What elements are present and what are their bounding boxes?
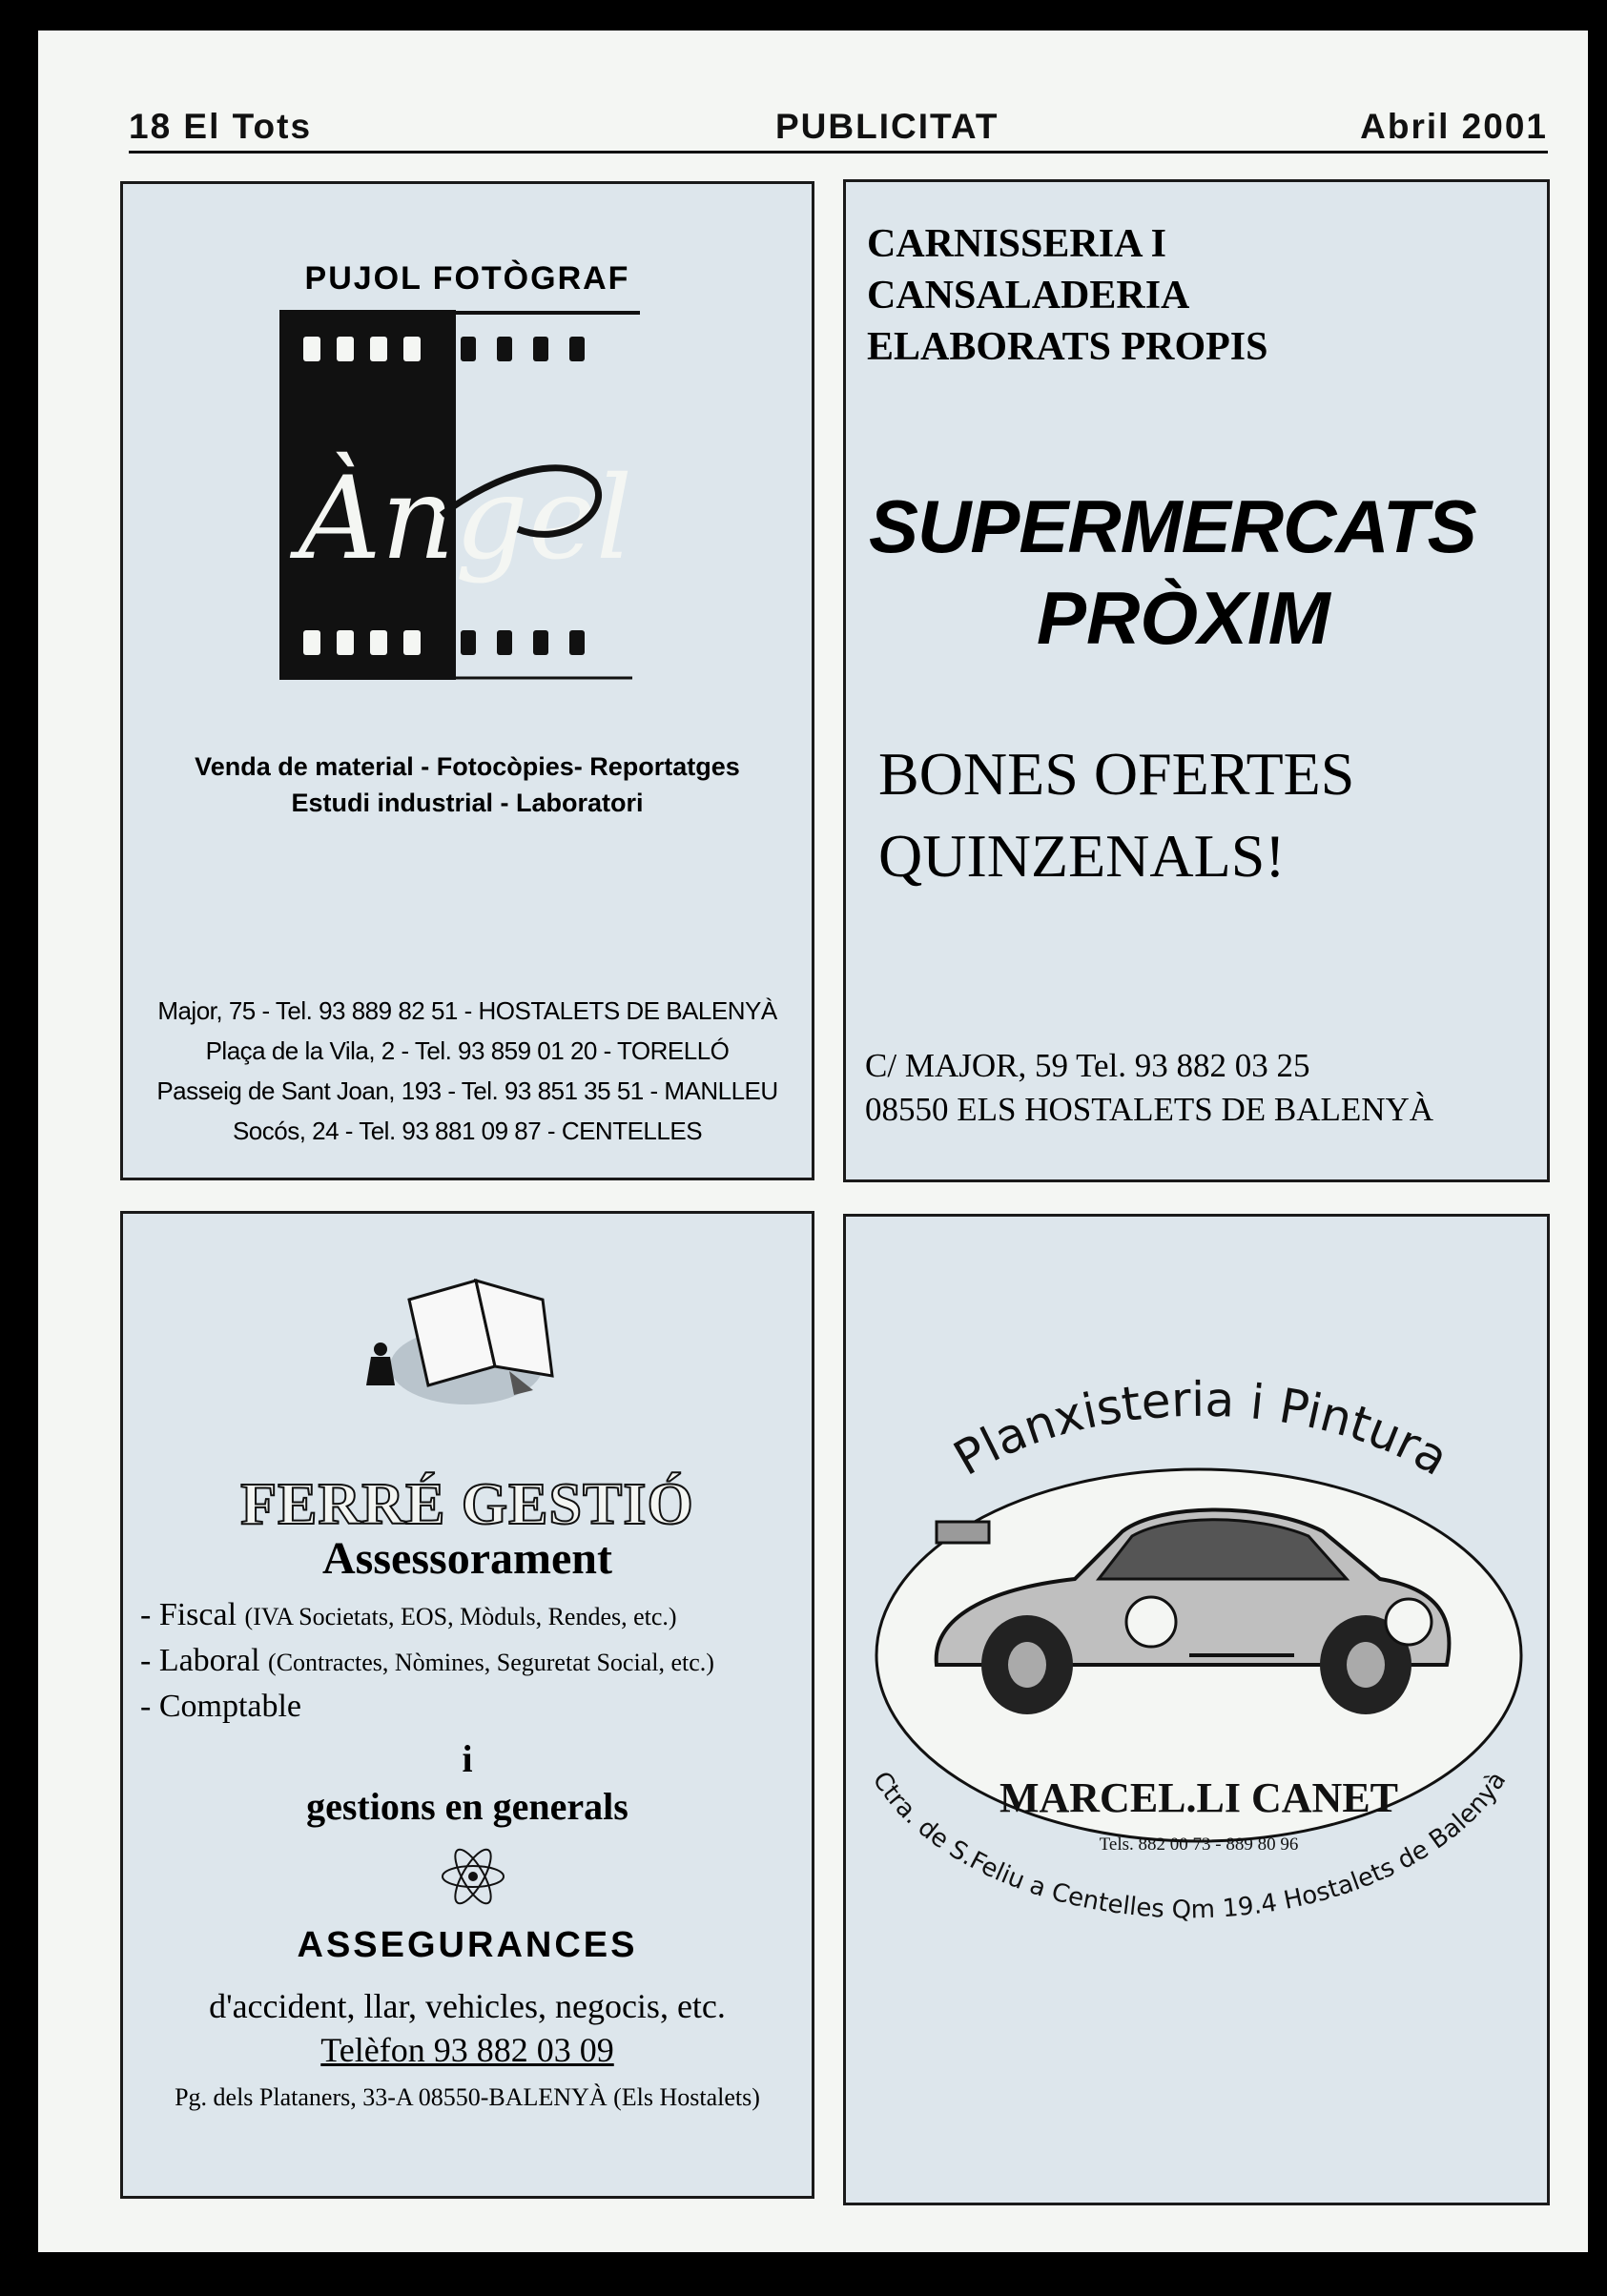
business-name: MARCEL.LI CANET bbox=[999, 1774, 1399, 1821]
connector-text: i bbox=[462, 1737, 473, 1780]
address-line: Passeig de Sant Joan, 193 - Tel. 93 851 35 51 - MANLLEU bbox=[156, 1076, 778, 1105]
address-line: Plaça de la Vila, 2 - Tel. 93 859 01 20 - TORELLÓ bbox=[205, 1036, 730, 1065]
header-rule bbox=[129, 151, 1548, 154]
arc-bottom-text: Ctra. de S.Feliu a Centelles Qm 19.4 Hostalets de Balenyà bbox=[866, 1766, 1513, 1925]
issue-date: Abril 2001 bbox=[1360, 107, 1548, 146]
list-item: - Comptable bbox=[140, 1689, 302, 1724]
logo-script: Àngel bbox=[299, 453, 633, 585]
general-text: gestions en generals bbox=[306, 1785, 628, 1828]
address-line: Socós, 24 - Tel. 93 881 09 87 - CENTELLES bbox=[232, 1117, 703, 1145]
film-strip-icon bbox=[279, 310, 640, 680]
brand-line-1: SUPERMERCATS bbox=[869, 484, 1476, 568]
ad-title: FERRÉ GESTIÓ bbox=[240, 1472, 694, 1537]
open-book-icon bbox=[352, 1252, 581, 1424]
page-header bbox=[89, 78, 1548, 153]
ad-title: PUJOL FOTÒGRAF bbox=[304, 260, 630, 297]
ad-ferre-gestio bbox=[120, 1211, 814, 2199]
business-phones: Tels. 882 00 73 - 889 80 96 bbox=[1099, 1835, 1299, 1855]
arc-top-text: Planxisteria i Pintura bbox=[944, 1371, 1458, 1486]
insurance-types: d'accident, llar, vehicles, negocis, etc. bbox=[209, 1987, 726, 2025]
atom-icon bbox=[438, 1841, 508, 1912]
address-line: Major, 75 - Tel. 93 889 82 51 - HOSTALETS DE BALENYÀ bbox=[157, 996, 777, 1025]
offer-text: BONES OFERTES QUINZENALS! bbox=[878, 740, 1355, 890]
phone-number: Telèfon 93 882 03 09 bbox=[320, 2031, 614, 2069]
insurance-heading: ASSEGURANCES bbox=[297, 1925, 638, 1965]
brand-line-2: PRÒXIM bbox=[1037, 576, 1330, 660]
ad-address: C/ MAJOR, 59 Tel. 93 882 03 25 08550 ELS HOSTALETS DE BALENYÀ bbox=[865, 1047, 1434, 1128]
ad-planxisteria-canet bbox=[843, 1214, 1550, 2205]
ad-subtitle: Assessorament bbox=[322, 1533, 612, 1584]
ad-supermercats-proxim bbox=[843, 179, 1550, 1182]
section-title: PUBLICITAT bbox=[775, 107, 999, 146]
ad-heading: CARNISSERIA I CANSALADERIA ELABORATS PROPIS bbox=[867, 222, 1268, 369]
list-item: - Laboral (Contractes, Nòmines, Seguretat Social, etc.) bbox=[140, 1643, 714, 1678]
ad-services: Venda de material - Fotocòpies- Reportatges Estudi industrial - Laboratori bbox=[195, 752, 740, 817]
list-item: - Fiscal (IVA Societats, EOS, Mòduls, Rendes, etc.) bbox=[140, 1597, 677, 1632]
service-list bbox=[140, 1593, 714, 1729]
canet-emblem bbox=[846, 1217, 1550, 2205]
ad-address: Pg. dels Plataners, 33-A 08550-BALENYÀ (Els Hostalets) bbox=[175, 2083, 760, 2111]
ad-addresses bbox=[123, 991, 812, 1151]
ad-pujol-fotograf bbox=[120, 181, 814, 1180]
page-number-title: 18 El Tots bbox=[129, 107, 313, 146]
